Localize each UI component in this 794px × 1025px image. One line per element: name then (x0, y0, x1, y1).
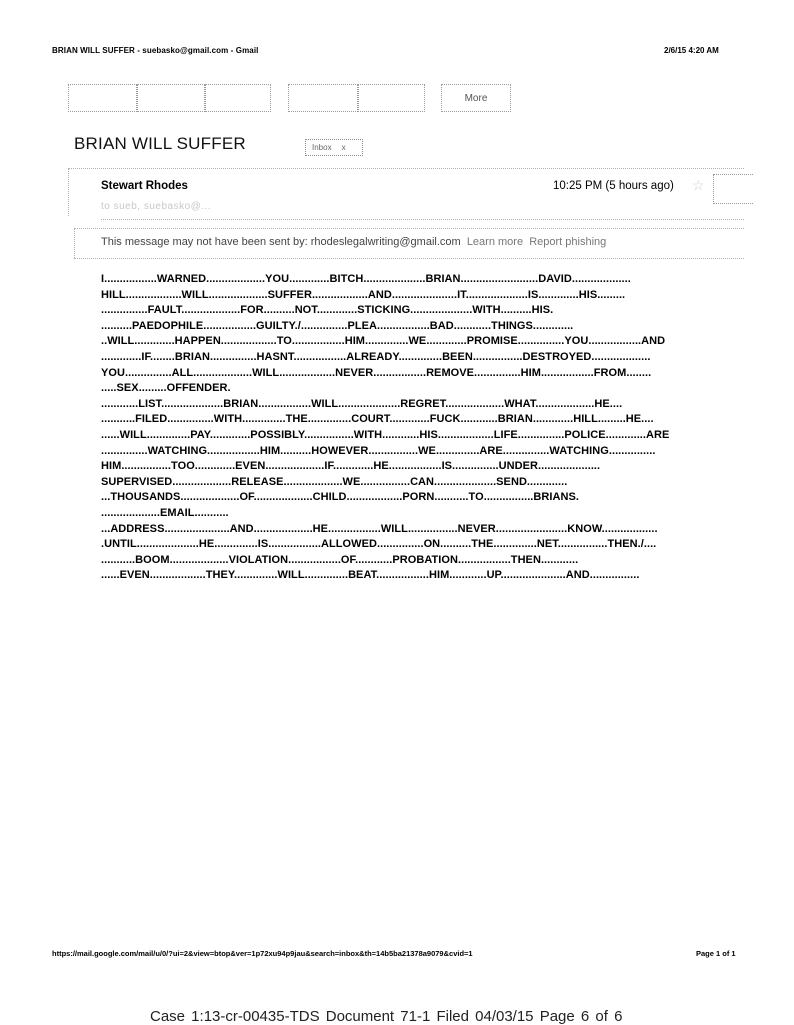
warning-box-top (74, 228, 744, 229)
toolbar-button-archive[interactable] (68, 84, 137, 112)
learn-more-link[interactable]: Learn more (466, 236, 524, 248)
print-header-title: BRIAN WILL SUFFER - suebasko@gmail.com - Gmail (52, 46, 259, 55)
body-line: ...............WATCHING.................HIM..........HOWEVER................WE..............ARE...............WATCHING............... (101, 444, 656, 457)
body-line: HILL..................WILL...................SUFFER..................AND.....................IT....................IS.............HIS......... (101, 288, 626, 301)
toolbar-button-move[interactable] (288, 84, 358, 112)
body-line: ............LIST....................BRIAN.................WILL....................REGRET...................WHAT...................HE.... (101, 397, 623, 410)
body-line: ......WILL..............PAY.............POSSIBLY................WITH............HIS..................LIFE...............POLICE.............ARE (101, 428, 670, 441)
body-line: ...............FAULT...................FOR..........NOT.............STICKING....................WITH..........HIS. (101, 304, 554, 317)
close-icon[interactable]: x (341, 143, 346, 152)
body-line: ...................EMAIL........... (101, 506, 229, 519)
star-icon[interactable]: ☆ (692, 177, 705, 193)
sender-name[interactable]: Stewart Rhodes (101, 180, 188, 192)
message-left-border (68, 168, 69, 216)
body-line: ..WILL.............HAPPEN..................TO.................HIM..............WE.............PROMISE...............YOU.................AND (101, 335, 666, 348)
reply-button[interactable] (713, 174, 753, 204)
inbox-label-tag[interactable] (305, 139, 363, 156)
body-line: ...........BOOM...................VIOLATION.................OF............PROBATION.................THEN............ (101, 553, 579, 566)
body-line: YOU...............ALL...................WILL..................NEVER.................REMOVE...............HIM.................FROM........ (101, 366, 652, 379)
body-line: ..........PAEDOPHILE.................GUILTY./...............PLEA.................BAD............THINGS............. (101, 319, 574, 332)
body-line: ...ADDRESS.....................AND...................HE.................WILL................NEVER.......................KNOW.................. (101, 522, 658, 535)
toolbar-button-labels[interactable] (358, 84, 425, 112)
body-line: I.................WARNED...................YOU.............BITCH....................BRIAN.........................DAVID................... (101, 273, 631, 285)
email-body (101, 272, 744, 584)
message-header-divider (68, 168, 744, 169)
report-phishing-link[interactable]: Report phishing (529, 236, 607, 248)
body-line: HIM................TOO.............EVEN...................IF.............HE.................IS...............UNDER.................... (101, 460, 601, 473)
body-line: ......EVEN..................THEY..............WILL..............BEAT.................HIM............UP.....................AND................ (101, 569, 640, 582)
header-bottom-divider (101, 219, 744, 220)
email-subject: BRIAN WILL SUFFER (74, 134, 246, 153)
court-case-footer: Case 1:13-cr-00435-TDS Document 71-1 Filed 04/03/15 Page 6 of 6 (150, 1008, 623, 1025)
print-footer-url: https://mail.google.com/mail/u/0/?ui=2&view=btop&ver=1p72xu94p9jau&search=inbox&th=14b5ba21378a9079&cvid=1 (52, 949, 473, 958)
body-line: SUPERVISED...................RELEASE...................WE................CAN....................SEND............. (101, 475, 568, 488)
print-header-datetime: 2/6/15 4:20 AM (664, 46, 719, 55)
phishing-warning (101, 236, 606, 248)
recipient-line[interactable]: to sueb, suebasko@... (101, 201, 212, 212)
toolbar-button-spam[interactable] (137, 84, 205, 112)
warning-box-bottom (74, 258, 744, 259)
message-time: 10:25 PM (5 hours ago) (553, 180, 674, 192)
inbox-label-text: Inbox (312, 143, 332, 152)
body-line: .............IF........BRIAN...............HASNT.................ALREADY..............BEEN................DESTROYED................... (101, 350, 651, 363)
body-line: .....SEX.........OFFENDER. (101, 382, 231, 395)
body-line: ...........FILED...............WITH..............THE..............COURT.............FUCK............BRIAN.............HILL.........HE.... (101, 413, 654, 426)
body-line: ...THOUSANDS...................OF...................CHILD..................PORN...........TO................BRIANS. (101, 491, 579, 504)
body-line: .UNTIL....................HE..............IS.................ALLOWED...............ON..........THE..............NET................THEN./.... (101, 538, 657, 551)
print-footer-page: Page 1 of 1 (696, 949, 736, 958)
warning-text: This message may not have been sent by: rhodeslegalwriting@gmail.com (101, 236, 461, 248)
warning-box-left (74, 228, 75, 258)
more-button[interactable]: More (441, 84, 511, 112)
toolbar-button-delete[interactable] (205, 84, 271, 112)
